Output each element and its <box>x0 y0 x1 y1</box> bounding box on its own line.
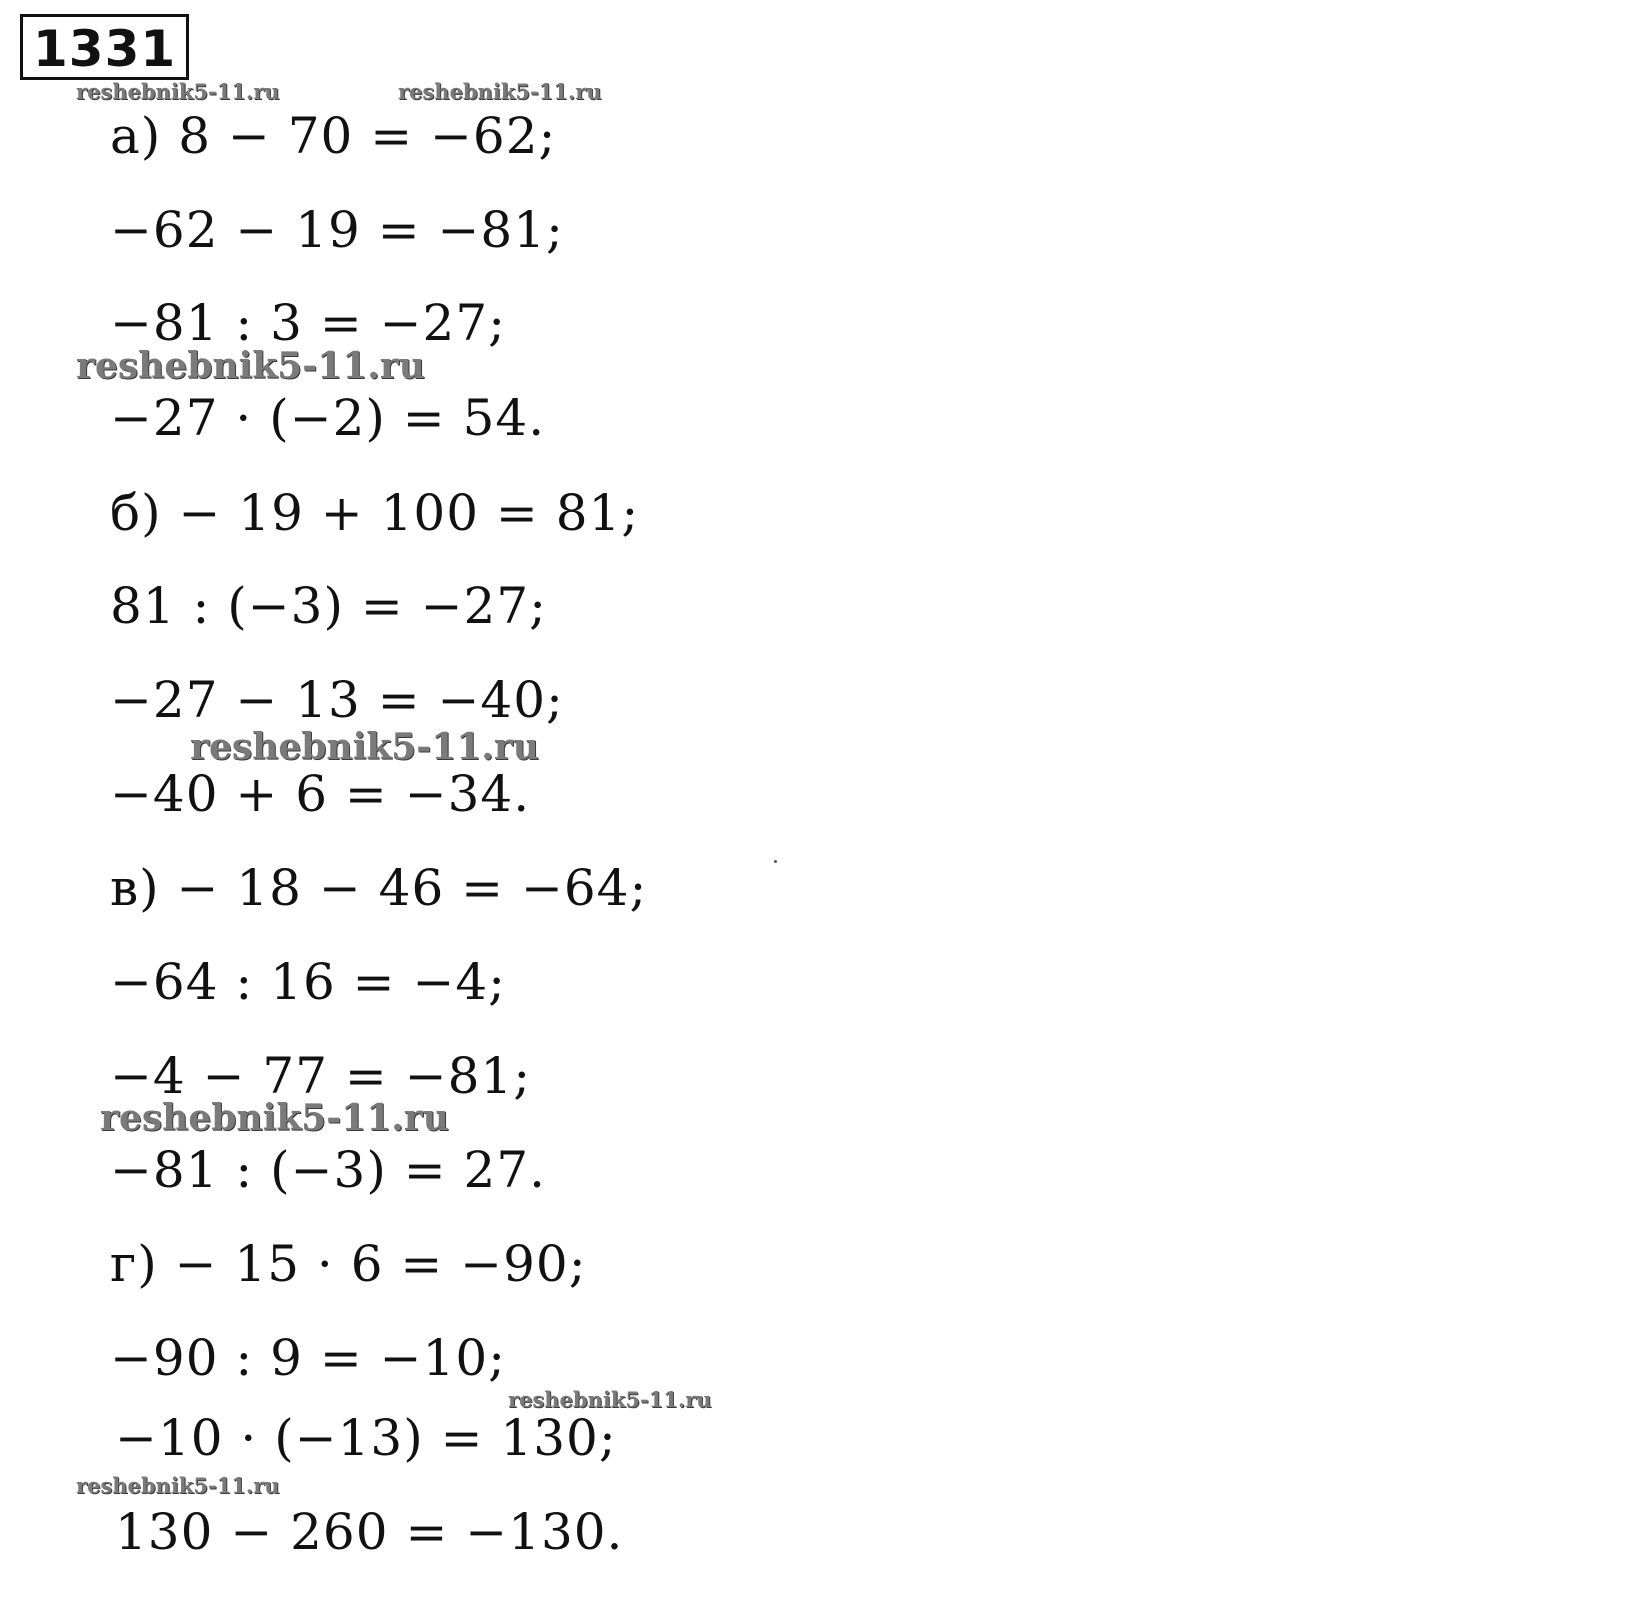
solution-line: −10 · (−13) = 130; <box>115 1409 617 1467</box>
problem-number: 1331 <box>20 14 189 80</box>
solution-line: а) 8 − 70 = −62; <box>110 107 557 165</box>
solution-line: в) − 18 − 46 = −64; <box>110 859 648 917</box>
watermark: reshebnik5-11.ru <box>508 1387 712 1412</box>
solution-line: −27 · (−2) = 54. <box>110 389 546 447</box>
solution-line: 130 − 260 = −130. <box>115 1503 624 1561</box>
watermark: reshebnik5-11.ru <box>398 79 602 104</box>
solution-line: −27 − 13 = −40; <box>110 671 564 729</box>
solution-line: 81 : (−3) = −27; <box>110 577 548 635</box>
solution-line: −40 + 6 = −34. <box>110 765 531 823</box>
solution-line: −62 − 19 = −81; <box>110 201 564 259</box>
watermark: reshebnik5-11.ru <box>76 345 425 387</box>
watermark: reshebnik5-11.ru <box>76 1473 280 1498</box>
watermark: reshebnik5-11.ru <box>100 1097 449 1139</box>
speck <box>774 860 777 863</box>
solution-line: −4 − 77 = −81; <box>110 1047 532 1105</box>
solution-line: б) − 19 + 100 = 81; <box>110 484 640 542</box>
solution-line: г) − 15 · 6 = −90; <box>110 1235 587 1293</box>
solution-line: −81 : (−3) = 27. <box>110 1141 547 1199</box>
watermark: reshebnik5-11.ru <box>76 79 280 104</box>
solution-line: −90 : 9 = −10; <box>110 1329 507 1387</box>
solution-line: −64 : 16 = −4; <box>110 953 507 1011</box>
solution-line: −81 : 3 = −27; <box>110 294 507 352</box>
watermark: reshebnik5-11.ru <box>190 726 539 768</box>
